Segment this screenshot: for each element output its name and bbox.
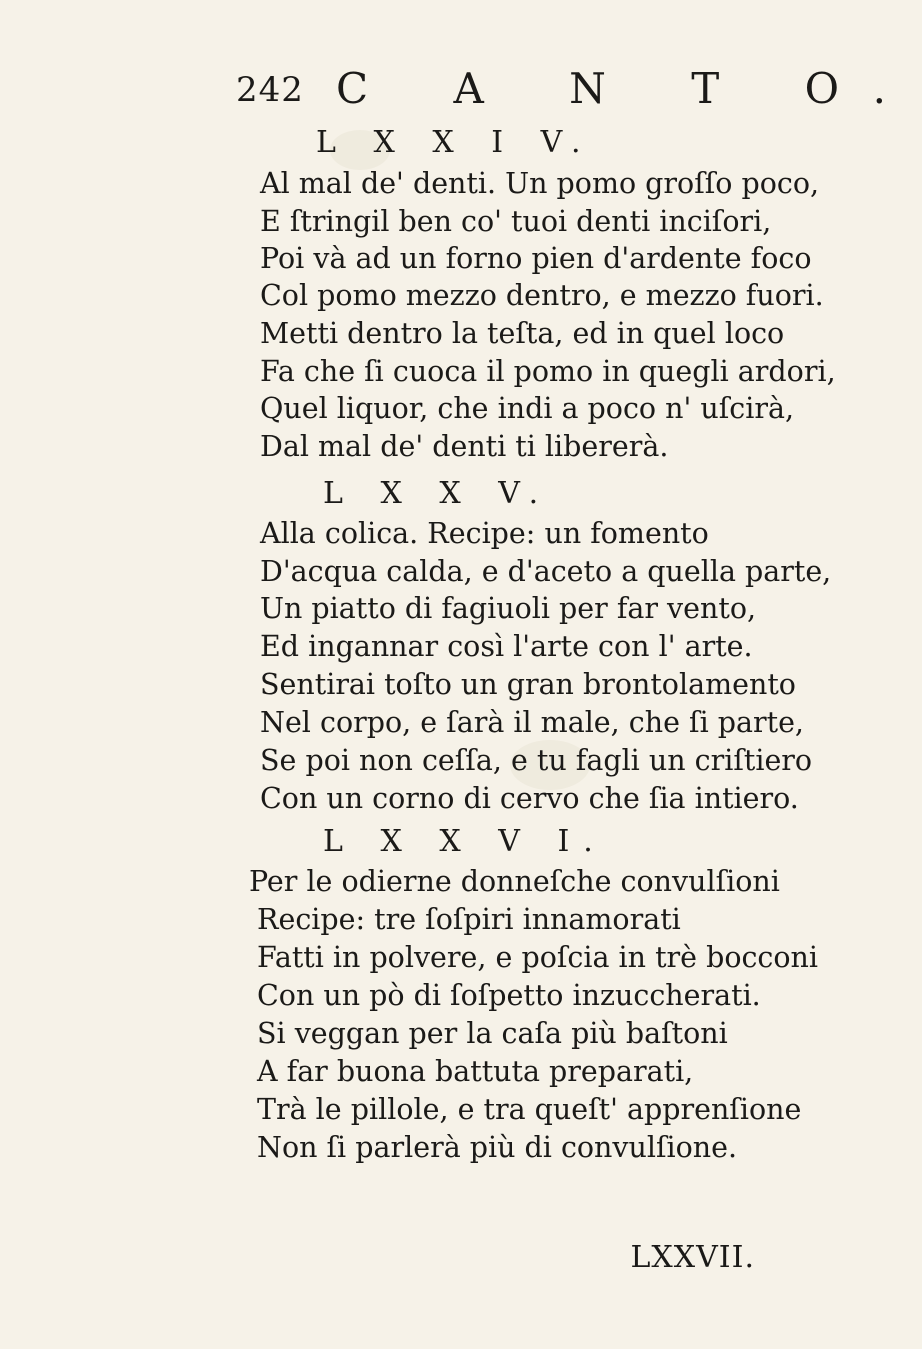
verse-line: Alla colica. Recipe: un fomento bbox=[260, 517, 709, 550]
verse-line: Nel corpo, e ſarà il male, che ſi parte, bbox=[260, 706, 804, 739]
verse-line: Al mal de' denti. Un pomo groſſo poco, bbox=[260, 167, 820, 200]
verse-line: A far buona battuta preparati, bbox=[257, 1055, 694, 1088]
verse-line: Sentirai toſto un gran brontolamento bbox=[260, 668, 796, 701]
page-header bbox=[236, 64, 922, 113]
verse-line: Quel liquor, che indi a poco n' uſcirà, bbox=[260, 392, 795, 425]
stanza bbox=[245, 865, 819, 1188]
section-heading: L X X V. bbox=[323, 476, 553, 511]
verse-line: Per le odierne donneſche convulſioni bbox=[249, 865, 780, 898]
verse-line: Si veggan per la caſa più baſtoni bbox=[257, 1017, 728, 1050]
catchword: LXXVII. bbox=[630, 1240, 755, 1275]
verse-line: Ed ingannar così l'arte con l' arte. bbox=[260, 630, 753, 663]
verse-line: Fatti in polvere, e poſcia in trè bocconi bbox=[257, 941, 819, 974]
stanza bbox=[252, 167, 836, 480]
section-heading: L X X V I. bbox=[323, 824, 607, 859]
verse-line: D'acqua calda, e d'aceto a quella parte, bbox=[260, 555, 832, 588]
verse-line: Metti dentro la teſta, ed in quel loco bbox=[260, 317, 785, 350]
verse-line: Con un corno di cervo che ſia intiero. bbox=[260, 782, 799, 815]
stanza bbox=[252, 517, 832, 830]
verse-line: Se poi non ceſſa, e tu fagli un criſtiero bbox=[260, 744, 813, 777]
verse-line: Trà le pillole, e tra queſt' apprenſione bbox=[257, 1093, 802, 1126]
verse-line: Poi và ad un forno pien d'ardente foco bbox=[260, 242, 812, 275]
verse-line: Col pomo mezzo dentro, e mezzo fuori. bbox=[260, 279, 824, 312]
page-number: 242 bbox=[236, 70, 304, 110]
running-title: C A N T O. bbox=[336, 64, 922, 113]
verse-line: Recipe: tre ſoſpiri innamorati bbox=[257, 903, 681, 936]
verse-line: Dal mal de' denti ti libererà. bbox=[260, 430, 669, 463]
verse-line: E ſtringil ben co' tuoi denti inciſori, bbox=[260, 205, 772, 238]
section-heading: L X X I V. bbox=[316, 125, 595, 160]
verse-line: Non ſi parlerà più di convulſione. bbox=[257, 1131, 738, 1164]
verse-line: Un piatto di fagiuoli per far vento, bbox=[260, 592, 757, 625]
verse-line: Con un pò di ſoſpetto inzuccherati. bbox=[257, 979, 761, 1012]
verse-line: Fa che ſi cuoca il pomo in quegli ardori, bbox=[260, 355, 836, 388]
